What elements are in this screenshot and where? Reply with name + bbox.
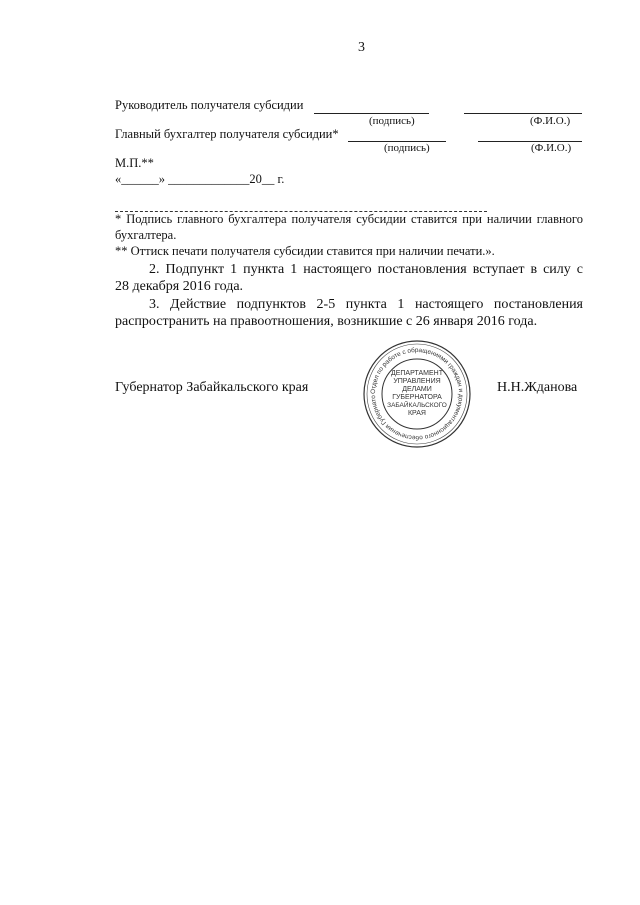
page-number: 3 (358, 40, 365, 55)
paragraph-3-line-2: распространить на правоотношения, возникшие с 26 января 2016 года. (115, 314, 538, 329)
stamp-center-line-2: УПРАВЛЕНИЯ (393, 378, 441, 385)
official-stamp (361, 338, 473, 450)
stamp-center-line-5: ЗАБАЙКАЛЬСКОГО (387, 402, 447, 409)
footnote-1-line-1: * Подпись главного бухгалтера получателя субсидии ставится при наличии главного (115, 212, 583, 226)
signatory-position: Губернатор Забайкальского края (115, 380, 309, 395)
stamp-graphic (361, 338, 473, 450)
paragraph-2-line-2: 28 декабря 2016 года. (115, 279, 244, 294)
date-placeholder: «______» _____________20__ г. (115, 172, 285, 186)
seal-placeholder-label: М.П.** (115, 156, 154, 170)
manager-name-caption: (Ф.И.О.) (530, 115, 571, 127)
paragraph-3-line-1: 3. Действие подпунктов 2-5 пункта 1 настоящего постановления (149, 297, 583, 312)
stamp-center-line-6: КРАЯ (407, 410, 427, 417)
paragraph-2-line-1: 2. Подпункт 1 пункта 1 настоящего постановления вступает в силу с (149, 262, 583, 277)
stamp-ring-text: Отдел по работе с обращениями граждан и документационного обеспечения Губернато (369, 346, 465, 442)
accountant-name-caption: (Ф.И.О.) (531, 142, 572, 154)
footnote-2: ** Оттиск печати получателя субсидии ставится при наличии печати.». (115, 244, 495, 258)
stamp-center-line-4: ГУБЕРНАТОРА (392, 394, 442, 401)
manager-signature-label: Руководитель получателя субсидии (115, 98, 304, 112)
manager-signature-caption: (подпись) (369, 115, 415, 127)
accountant-signature-caption: (подпись) (384, 142, 430, 154)
signatory-name: Н.Н.Жданова (497, 380, 578, 395)
footnote-1-line-2: бухгалтера. (115, 228, 177, 242)
stamp-center-line-1: ДЕПАРТАМЕНТ (390, 370, 444, 377)
manager-signature-line (314, 113, 429, 114)
manager-name-line (464, 113, 582, 114)
stamp-center-line-3: ДЕЛАМИ (402, 386, 432, 393)
accountant-signature-label: Главный бухгалтер получателя субсидии* (115, 127, 339, 141)
